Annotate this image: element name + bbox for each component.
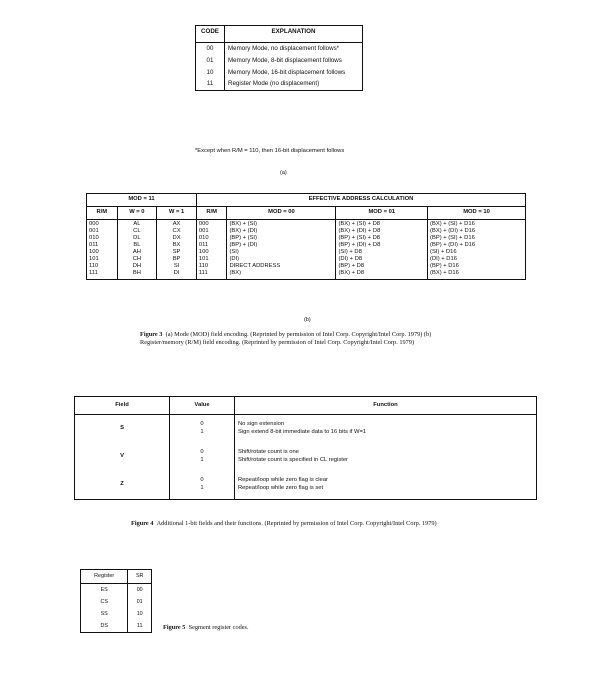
mod01-cell: (SI) + D8 — [338, 249, 362, 256]
explanation-cell: Register Mode (no displacement) — [225, 78, 363, 90]
col-header: R/M — [87, 207, 118, 220]
register-cell: SS — [81, 608, 128, 620]
value-header: Value — [170, 397, 235, 415]
rm-cell: 010 — [89, 235, 99, 242]
w0-cell: CH — [132, 256, 142, 263]
col-header: W = 1 — [157, 207, 197, 220]
explanation-cell: Memory Mode, no displacement follows* — [225, 43, 363, 55]
table-header-row — [196, 26, 363, 43]
w1-cell: CX — [172, 228, 181, 235]
mod10-cell: (BX) + (SI) + D16 — [430, 221, 475, 227]
col-header: MOD = 10 — [428, 207, 526, 220]
sr-cell: 01 — [128, 596, 152, 608]
function-item: No sign extension — [238, 421, 285, 428]
mod-footnote: *Except when R/M = 110, then 16-bit displacement follows — [195, 148, 345, 154]
mod10-cell: (BX) + D16 — [430, 270, 459, 277]
w1-cell: SP — [172, 249, 181, 256]
explanation-cell: Memory Mode, 8-bit displacement follows — [225, 55, 363, 67]
value-item: 0 — [200, 421, 204, 428]
rm2-cell: 001 — [198, 228, 209, 235]
table-header-row — [81, 570, 152, 584]
function-item: Repeat/loop while zero flag is set — [238, 485, 324, 491]
w1-cell: AX — [172, 221, 181, 227]
function-item: Repeat/loop while zero flag is clear — [238, 477, 328, 484]
rm2-cell: 100 — [198, 249, 209, 256]
mod10-column — [428, 220, 526, 280]
segment-register-table — [80, 569, 152, 633]
rm-column — [87, 220, 118, 280]
figure-5-caption — [163, 624, 323, 632]
w0-cell: AH — [132, 249, 141, 256]
w1-cell: BP — [172, 256, 181, 263]
figure-3-caption — [140, 331, 458, 347]
col-header: MOD = 01 — [336, 207, 428, 220]
rm2-cell: 111 — [198, 270, 208, 277]
table-header-row — [75, 397, 537, 415]
table-row — [196, 43, 363, 55]
rm-cell: 001 — [89, 228, 99, 235]
w1-cell: SI — [173, 263, 180, 270]
register-header: Register — [81, 570, 128, 584]
table-row — [81, 596, 152, 608]
code-header: CODE — [196, 26, 225, 43]
field-header: Field — [75, 397, 170, 415]
mod00-cell: DIRECT ADDRESS — [229, 263, 281, 270]
code-cell: 00 — [196, 43, 225, 55]
sr-cell: 00 — [128, 584, 152, 597]
code-cell: 10 — [196, 67, 225, 79]
field-cell: Z — [75, 471, 170, 500]
mod00-cell: (BP) + (DI) — [229, 242, 258, 249]
function-item: Shift/rotate count is one — [238, 449, 299, 456]
w0-column — [117, 220, 157, 280]
w1-cell: DX — [172, 235, 181, 242]
eac-header: EFFECTIVE ADDRESS CALCULATION — [196, 194, 525, 207]
w0-cell: BH — [132, 270, 141, 277]
figure-3-text: (a) Mode (MOD) field encoding. (Reprinted by permission of Intel Corp. Copyright/Intel Corp. 1979) (b) Register/memory (R/M) field encoding. (Reprinted by permission of Intel Corp. Copyright/Intel Corp. 1979) — [140, 331, 432, 347]
rm-cell: 100 — [89, 249, 99, 256]
sr-cell: 10 — [128, 608, 152, 620]
mod10-cell: (BX) + (DI) + D16 — [430, 228, 476, 235]
field-cell: V — [75, 443, 170, 471]
function-item: Shift/rotate count is specified in CL register — [238, 457, 348, 463]
value-cell — [170, 443, 235, 471]
figure-3-label: Figure 3 — [140, 331, 163, 338]
mod-encoding-table — [195, 25, 363, 91]
mod10-cell: (DI) + D16 — [430, 256, 457, 263]
figure-4-caption — [131, 520, 447, 528]
field-cell: S — [75, 415, 170, 444]
col-header: R/M — [196, 207, 227, 220]
function-cell — [235, 443, 537, 471]
mod00-column — [227, 220, 336, 280]
code-cell: 01 — [196, 55, 225, 67]
w1-column — [157, 220, 197, 280]
mod01-cell: (BP) + (SI) + D8 — [338, 235, 381, 242]
rm-cell: 110 — [89, 263, 99, 270]
register-cell: DS — [81, 620, 128, 633]
col-header: MOD = 00 — [227, 207, 336, 220]
w1-cell: DI — [173, 270, 180, 277]
mod00-cell: (SI) — [229, 249, 239, 256]
function-cell — [235, 471, 537, 500]
rm2-cell: 000 — [198, 221, 209, 227]
mod01-cell: (BX) + D8 — [338, 270, 365, 277]
table-row — [75, 443, 537, 471]
mod10-cell: (BP) + D16 — [430, 263, 459, 270]
value-item: 1 — [200, 457, 204, 463]
register-cell: ES — [81, 584, 128, 597]
mod01-cell: (BX) + (SI) + D8 — [338, 221, 381, 227]
figure-5-text: Segment register codes. — [188, 624, 249, 631]
subfigure-label-a: (a) — [280, 170, 287, 176]
rm-cell: 011 — [89, 242, 99, 249]
table-row — [81, 584, 152, 597]
rm-cell: 101 — [89, 256, 99, 263]
mod00-cell: (BX) + (DI) — [229, 228, 258, 235]
rm2-cell: 110 — [198, 263, 209, 270]
register-cell: CS — [81, 596, 128, 608]
rm2-cell: 101 — [198, 256, 209, 263]
table-row — [75, 415, 537, 444]
table-row — [81, 608, 152, 620]
figure-4-text: Additional 1-bit fields and their functions. (Reprinted by permission of Intel Corp. Copyright/Intel Corp. 1979) — [156, 520, 437, 527]
rm2-cell: 010 — [198, 235, 209, 242]
value-cell — [170, 415, 235, 444]
mod01-column — [336, 220, 428, 280]
rm2-column — [196, 220, 227, 280]
table-row — [196, 78, 363, 90]
one-bit-fields-table — [74, 396, 537, 500]
w1-cell: BX — [172, 242, 181, 249]
figure-5-label: Figure 5 — [163, 624, 186, 631]
rm-cell: 111 — [89, 270, 98, 277]
mod01-cell: (BP) + (DI) + D8 — [338, 242, 381, 249]
mod11-header: MOD = 11 — [87, 194, 197, 207]
table-row — [75, 471, 537, 500]
figure-4-label: Figure 4 — [131, 520, 154, 527]
value-item: 1 — [200, 429, 204, 435]
mod01-cell: (BP) + D8 — [338, 263, 365, 270]
rm-encoding-table — [86, 193, 526, 280]
mod01-cell: (BX) + (DI) + D8 — [338, 228, 381, 235]
sr-cell: 11 — [128, 620, 152, 633]
w0-cell: BL — [133, 242, 141, 249]
value-item: 1 — [200, 485, 204, 491]
w0-cell: DH — [132, 263, 142, 270]
mod10-cell: (SI) + D16 — [430, 249, 457, 256]
rm-cell: 000 — [89, 221, 99, 227]
value-cell — [170, 471, 235, 500]
function-header: Function — [235, 397, 537, 415]
explanation-cell: Memory Mode, 16-bit displacement follows — [225, 67, 363, 79]
sr-header: SR — [128, 570, 152, 584]
mod00-cell: (BP) + (SI) — [229, 235, 257, 242]
value-item: 0 — [200, 477, 204, 484]
group-header-row — [87, 194, 526, 207]
mod00-cell: (BX) + (SI) — [229, 221, 257, 227]
mod00-cell: (BX) — [229, 270, 242, 277]
mod10-cell: (BP) + (SI) + D16 — [430, 235, 475, 242]
column-header-row — [87, 207, 526, 220]
mod10-cell: (BP) + (DI) + D16 — [430, 242, 476, 249]
mod00-cell: (DI) — [229, 256, 240, 263]
table-row — [196, 55, 363, 67]
function-cell — [235, 415, 537, 444]
table-row — [196, 67, 363, 79]
explanation-header: EXPLANATION — [225, 26, 363, 43]
value-item: 0 — [200, 449, 204, 456]
w0-cell: AL — [133, 221, 141, 227]
w0-cell: CL — [133, 228, 141, 235]
subfigure-label-b: (b) — [304, 317, 311, 323]
table-body-row — [87, 220, 526, 280]
w0-cell: DL — [133, 235, 141, 242]
mod01-cell: (DI) + D8 — [338, 256, 363, 263]
col-header: W = 0 — [117, 207, 157, 220]
rm2-cell: 011 — [198, 242, 209, 249]
function-item: Sign extend 8-bit immediate data to 16 bits if W=1 — [238, 429, 367, 435]
table-row — [81, 620, 152, 633]
code-cell: 11 — [196, 78, 225, 90]
